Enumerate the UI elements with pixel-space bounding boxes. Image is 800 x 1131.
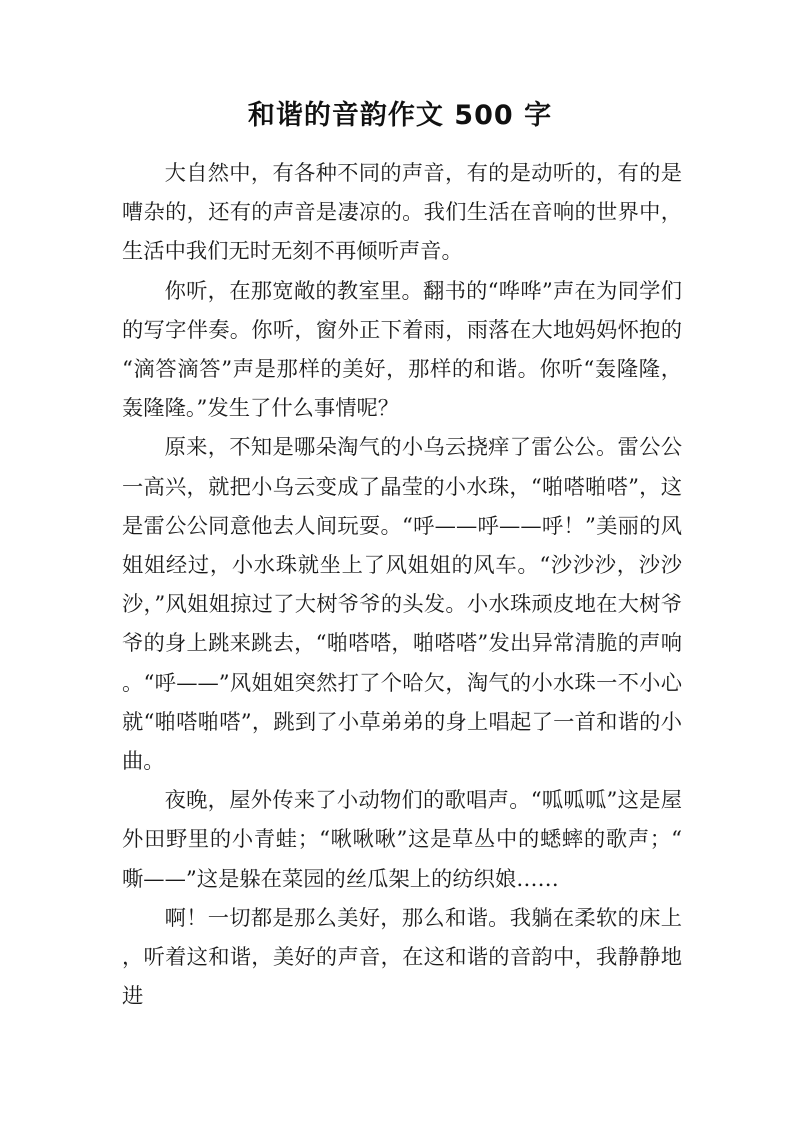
document-title: 和谐的音韵作文 500 字 (247, 100, 553, 131)
paragraph: 大自然中，有各种不同的声音，有的是动听的，有的是嘈杂的，还有的声音是凄凉的。我们生活在音响的世界中，生活中我们无时无刻不再倾听声音。 (122, 161, 682, 265)
paragraph: 原来，不知是哪朵淘气的小乌云挠痒了雷公公。雷公公一高兴，就把小乌云变成了晶莹的小水珠，“啪嗒啪嗒”，这是雷公公同意他去人间玩耍。“呼——呼——呼！”美丽的风姐姐经过，小水珠就坐上了风姐姐的风车。“沙沙沙，沙沙沙，”风姐姐掠过了大树爷爷的头发。小水珠顽皮地在大树爷爷的身上跳来跳去，“啪嗒嗒，啪嗒嗒”发出异常清脆的声响。“呼——”风姐姐突然打了个哈欠，淘气的小水珠一不小心就“啪嗒啪嗒”，跳到了小草弟弟的身上唱起了一首和谐的小曲。 (122, 435, 682, 775)
paragraph: 啊！一切都是那么美好，那么和谐。我躺在柔软的床上，听着这和谐，美好的声音，在这和谐的音韵中，我静静地进 (122, 905, 682, 1010)
paragraph: 你听，在那宽敞的教室里。翻书的“哗哗”声在为同学们的写字伴奏。你听，窗外正下着雨，雨落在大地妈妈怀抱的“滴答滴答”声是那样的美好，那样的和谐。你听“轰隆隆，轰隆隆。”发生了什么事情呢？ (122, 278, 682, 422)
paragraph: 夜晚，屋外传来了小动物们的歌唱声。“呱呱呱”这是屋外田野里的小青蛙；“啾啾啾”这是草丛中的蟋蟀的歌声；“嘶——”这是躲在菜园的丝瓜架上的纺织娘…… (122, 788, 682, 892)
document-body (122, 154, 682, 1016)
